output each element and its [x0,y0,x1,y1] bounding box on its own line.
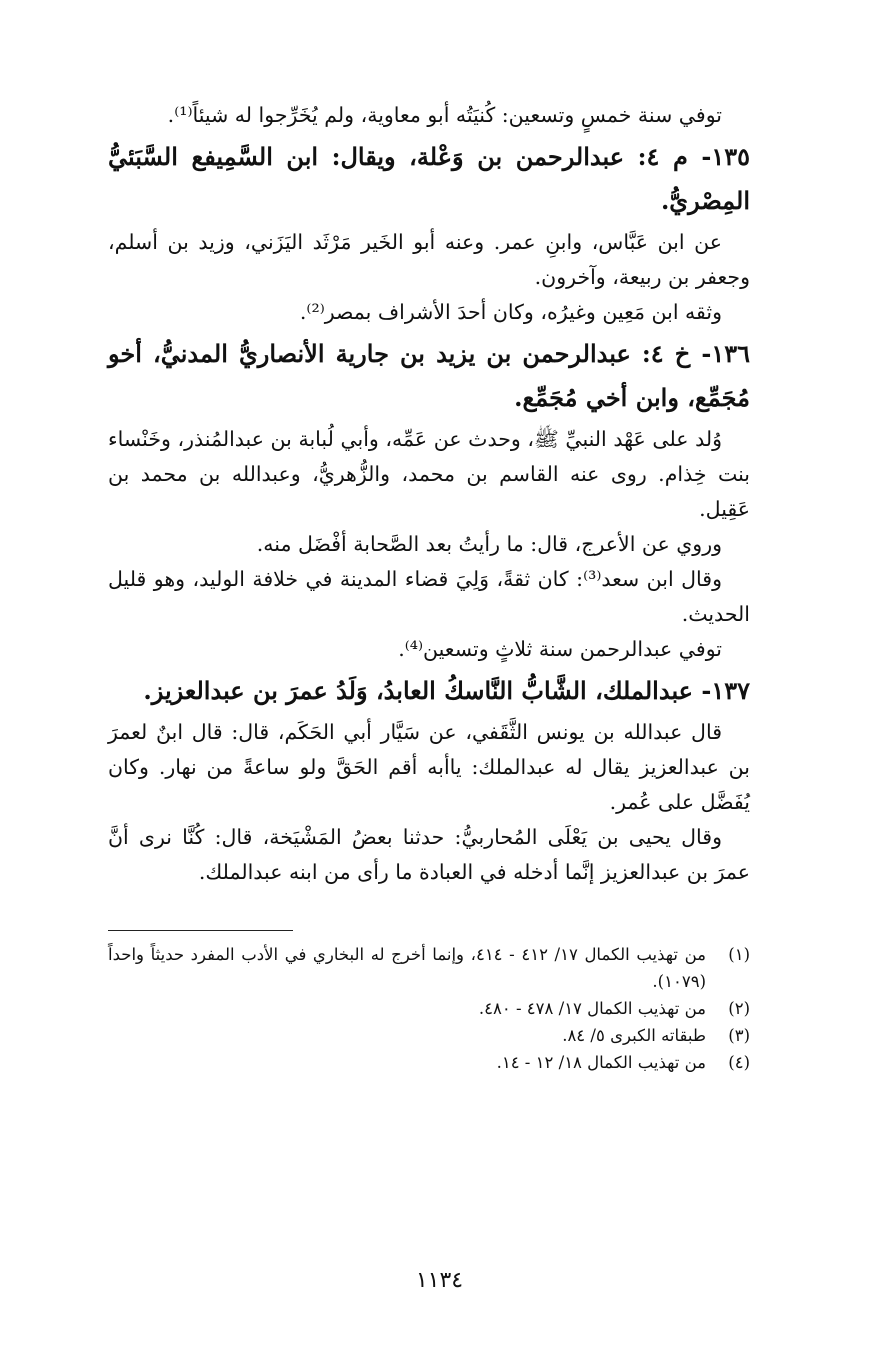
footnote-item [108,1022,750,1049]
footnote-text: من تهذيب الكمال ١٧/ ٤١٢ - ٤١٤، وإنما أخرج له البخاري في الأدب المفرد حديثاً واحداً (١٠٧٩). [108,945,706,991]
footnote-item [108,1049,750,1076]
footnote-number: (٤) [728,1053,750,1072]
footnote-text: من تهذيب الكمال ١٨/ ١٢ - ١٤. [496,1053,706,1072]
paragraph-136-birth: وُلد على عَهْد النبيِّ ﷺ، وحدث عن عَمِّه، وأبي لُبابة بن عبدالمُنذر، وخَنْساء بنت خِذام. روى عنه القاسم بن محمد، والزُّهريُّ، وعبدالله بن محمد بن عَقِيل. [108,427,750,521]
paragraph-136-death: توفي عبدالرحمن سنة ثلاثٍ وتسعين⁽⁴⁾. [398,637,722,661]
footnote-separator [108,930,293,931]
entry-heading-135: ١٣٥- م ٤: عبدالرحمن بن وَعْلة، ويقال: ابن السَّمِيفع السَّبَئيُّ المِصْريُّ. [108,142,750,215]
paragraph-136-ibn-saad: وقال ابن سعد⁽³⁾: كان ثقةً، وَلِيَ قضاء المدينة في خلافة الوليد، وهو قليل الحديث. [108,567,750,626]
footnote-item [108,941,750,995]
entry-heading-136: ١٣٦- خ ٤: عبدالرحمن بن يزيد بن جارية الأنصاريُّ المدنيُّ، أخو مُجَمِّع، وابن أخي مُجَمِّع. [108,339,750,412]
footnote-number: (٣) [728,1026,750,1045]
paragraph-136-araj: وروي عن الأعرج، قال: ما رأيتُ بعد الصَّحابة أفْضَل منه. [256,532,722,556]
page-body [108,98,750,1076]
entry-heading-137: ١٣٧- عبدالملك، الشَّابُّ النَّاسكُ العابدُ، وَلَدُ عمرَ بن عبدالعزيز. [143,676,750,705]
page-number: ١١٣٤ [415,1268,464,1293]
paragraph-137-muharibi: وقال يحيى بن يَعْلَى المُحاربيُّ: حدثنا بعضُ المَشْيَخة، قال: كُنَّا نرى أنَّ عمرَ بن عبدالعزيز إنَّما أدخله في العبادة ما رأى من ابنه عبدالملك. [108,825,750,884]
footnote-text: طبقاته الكبرى ٥/ ٨٤. [562,1026,706,1045]
footnote-number: (١) [728,945,750,964]
footnotes [108,941,750,1076]
footnote-number: (٢) [728,999,750,1018]
footnote-item [108,995,750,1022]
paragraph-135-narrators: عن ابن عَبَّاس، وابنِ عمر. وعنه أبو الخَير مَرْثَد اليَزَني، وزيد بن أسلم، وجعفر بن ربيعة، وآخرون. [108,230,750,289]
footnote-text: من تهذيب الكمال ١٧/ ٤٧٨ - ٤٨٠. [478,999,706,1018]
paragraph-137-saying: قال عبدالله بن يونس الثَّقَفي، عن سَيَّار أبي الحَكَم، قال: قال ابنٌ لعمرَ بن عبدالعزيز يقال له عبدالملك: ياأبه أقم الحَقَّ ولو ساعةً من نهار. وكان يُفَضَّل على عُمر. [108,720,750,814]
paragraph-135-reliability: وثقه ابن مَعِين وغيرُه، وكان أحدَ الأشراف بمصر⁽²⁾. [299,300,722,324]
paragraph-end-prev-entry: توفي سنة خمسٍ وتسعين: كُنيَتُه أبو معاوية، ولم يُخَرِّجوا له شيئاً⁽¹⁾. [167,103,722,127]
